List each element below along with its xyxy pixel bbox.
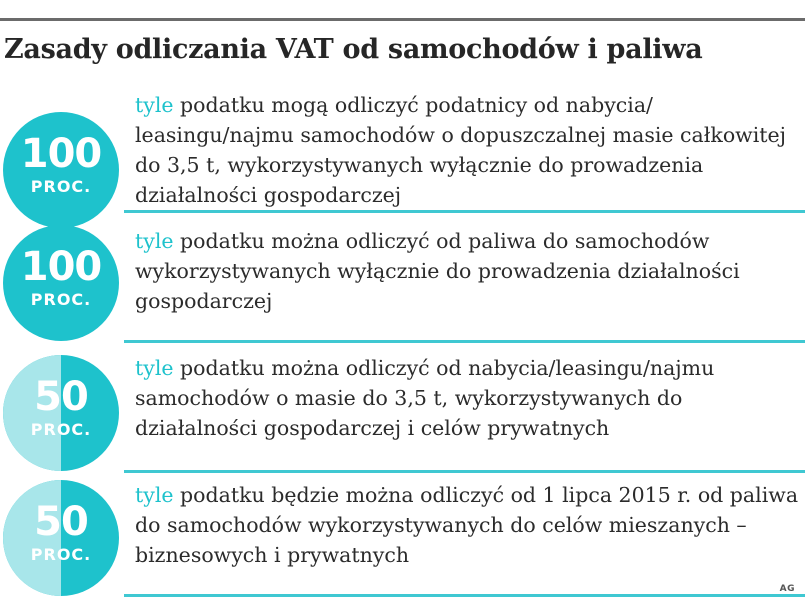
infographic-title: Zasady odliczania VAT od samochodów i paliwa xyxy=(4,34,703,65)
rule-lead-word: tyle xyxy=(135,483,174,507)
rule-lead-word: tyle xyxy=(135,229,174,253)
percent-badge xyxy=(3,480,119,596)
divider xyxy=(124,340,805,343)
percent-badge xyxy=(3,355,119,471)
divider xyxy=(124,594,805,597)
percent-unit: PROC. xyxy=(30,177,92,196)
author-credit: AG xyxy=(779,584,795,594)
percent-value: 100 xyxy=(20,131,102,177)
rule-lead-word: tyle xyxy=(135,93,174,117)
rule-text: podatku mogą odliczyć podatnicy od nabycia/ leasingu/najmu samochodów o dopuszczalnej masie całkowitej do 3,5 t, wykorzystywanych wyłącznie do prowadzenia działalności gospodarczej xyxy=(135,93,787,207)
rule-text: podatku będzie można odliczyć od 1 lipca 2015 r. od paliwa do samochodów wykorzystywanych do celów mieszanych – biznesowych i prywatnych xyxy=(135,483,799,567)
percent-badge xyxy=(3,112,119,228)
rule-description xyxy=(135,226,803,316)
percent-badge xyxy=(3,225,119,341)
percent-value: 50 xyxy=(34,499,88,545)
rule-description xyxy=(135,90,803,210)
divider xyxy=(124,210,805,213)
percent-value: 100 xyxy=(20,244,102,290)
rule-text: podatku można odliczyć od paliwa do samochodów wykorzystywanych wyłącznie do prowadzenia działalności gospodarczej xyxy=(135,229,740,313)
top-rule xyxy=(0,18,805,21)
rule-description xyxy=(135,480,803,570)
rule-description xyxy=(135,353,803,443)
rule-text: podatku można odliczyć od nabycia/leasingu/najmu samochodów o masie do 3,5 t, wykorzystywanych do działalności gospodarczej i celów prywatnych xyxy=(135,356,715,440)
rule-lead-word: tyle xyxy=(135,356,174,380)
percent-unit: PROC. xyxy=(30,545,92,564)
percent-unit: PROC. xyxy=(30,420,92,439)
divider xyxy=(124,470,805,473)
percent-unit: PROC. xyxy=(30,290,92,309)
percent-value: 50 xyxy=(34,374,88,420)
